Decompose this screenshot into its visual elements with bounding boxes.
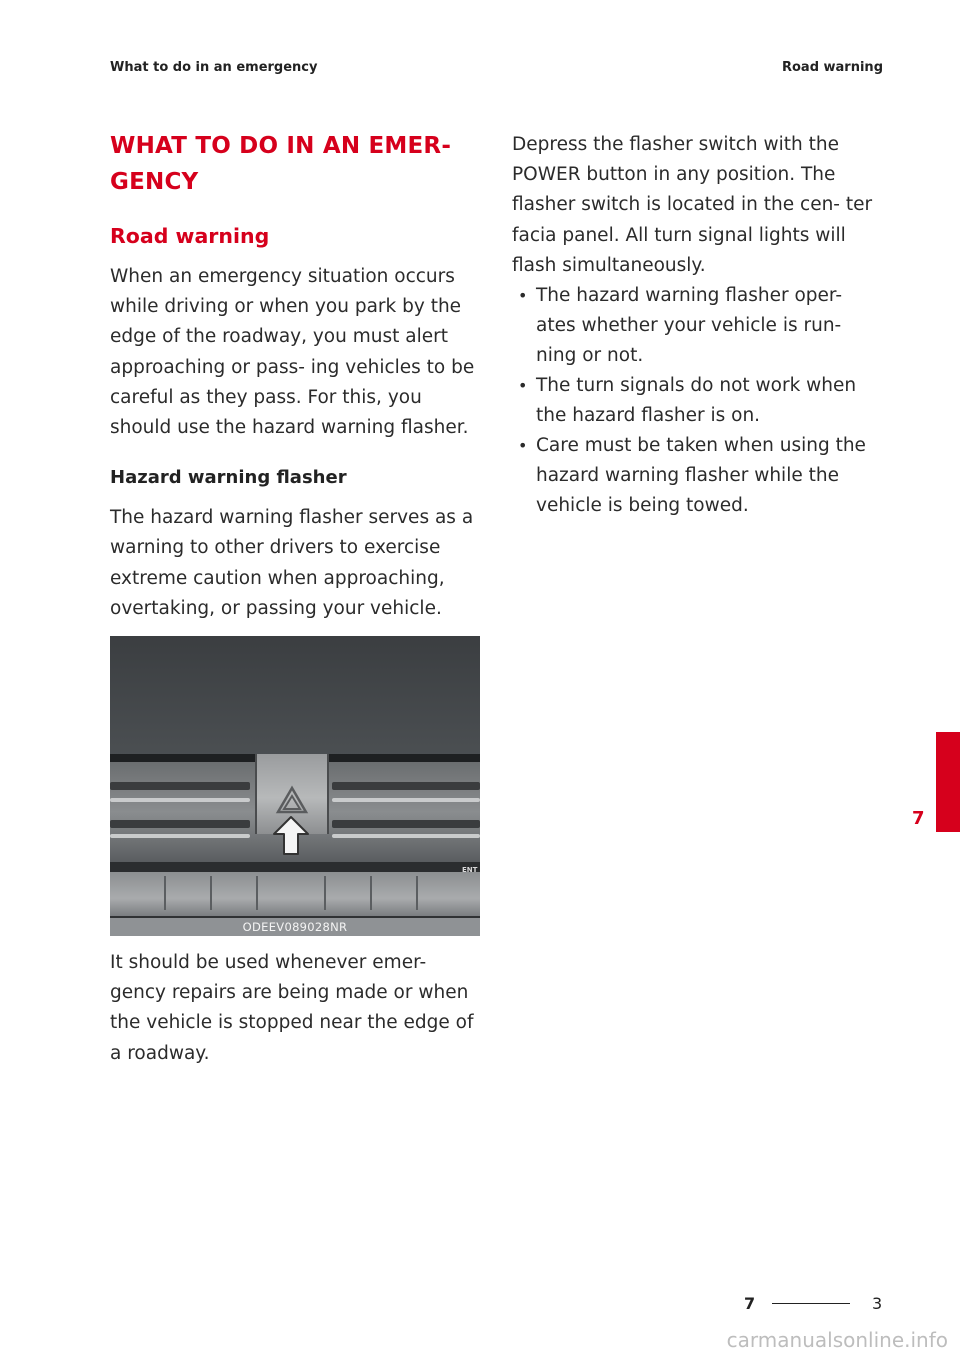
bullet-symbol: • [518,436,528,456]
running-header-section: Road warning [781,60,883,75]
after-figure-paragraph: It should be used whenever emer- gency repairs are being made or when the vehicle is stopped near the edge of a roadway. [110,952,474,1064]
flasher-switch-paragraph: Depress the flasher switch with the POWER button in any position. The flasher switch is located in the cen- ter facia panel. All turn signal lights will flash simultaneously. [512,134,873,276]
vent-slot [332,782,480,790]
bullet-text: Care must be taken when using the hazard warning flasher while the vehicle is being towed. [536,435,866,517]
vent-slat [332,798,480,802]
bullet-text: The turn signals do not work when the hazard flasher is on. [536,375,857,427]
chapter-title: WHAT TO DO IN AN EMER- GENCY [110,133,452,195]
subsection-title: Hazard warning flasher [110,467,347,489]
watermark: carmanualsonline.info [726,1328,948,1352]
figure-caption: ODEEV089028NR [110,918,480,936]
vent-slot [110,820,250,828]
key-divider [324,876,326,910]
key-divider [256,876,258,910]
list-item [512,371,884,431]
section-title: Road warning [110,224,270,248]
vent-slat [110,834,250,838]
panel-label: ENT [462,866,478,875]
bullet-text: The hazard warning flasher oper- ates whether your vehicle is run- ning or not. [536,285,843,367]
list-item [512,281,884,371]
hazard-paragraph: The hazard warning flasher serves as a warning to other drivers to exercise extreme caution when approaching, overtaking, or passing your vehicle. [110,507,474,619]
display-screen [110,636,480,756]
vent-slat [110,798,250,802]
footer-divider [772,1303,850,1304]
up-arrow-icon [271,814,311,858]
key-divider [370,876,372,910]
chapter-side-tab [936,732,960,832]
chapter-tab-number: 7 [912,808,925,829]
key-divider [416,876,418,910]
left-column [110,128,480,1069]
bullet-symbol: • [518,286,528,306]
running-header-chapter: What to do in an emergency [110,60,318,75]
vent-slat [332,834,480,838]
right-column [512,130,884,521]
list-item [512,431,884,521]
footer-page-number: 3 [872,1294,883,1313]
key-divider [164,876,166,910]
hazard-switch-figure [110,636,480,936]
footer-chapter-number: 7 [744,1294,756,1313]
bullet-symbol: • [518,376,528,396]
vent-slot [332,820,480,828]
vent-slot [110,782,250,790]
intro-paragraph: When an emergency situation occurs while driving or when you park by the edge of the roadway, you must alert approaching or pass- ing vehicles to be careful as they pass. For this, you should use the hazard warning flasher. [110,266,475,439]
key-divider [210,876,212,910]
bullet-list [512,281,884,521]
